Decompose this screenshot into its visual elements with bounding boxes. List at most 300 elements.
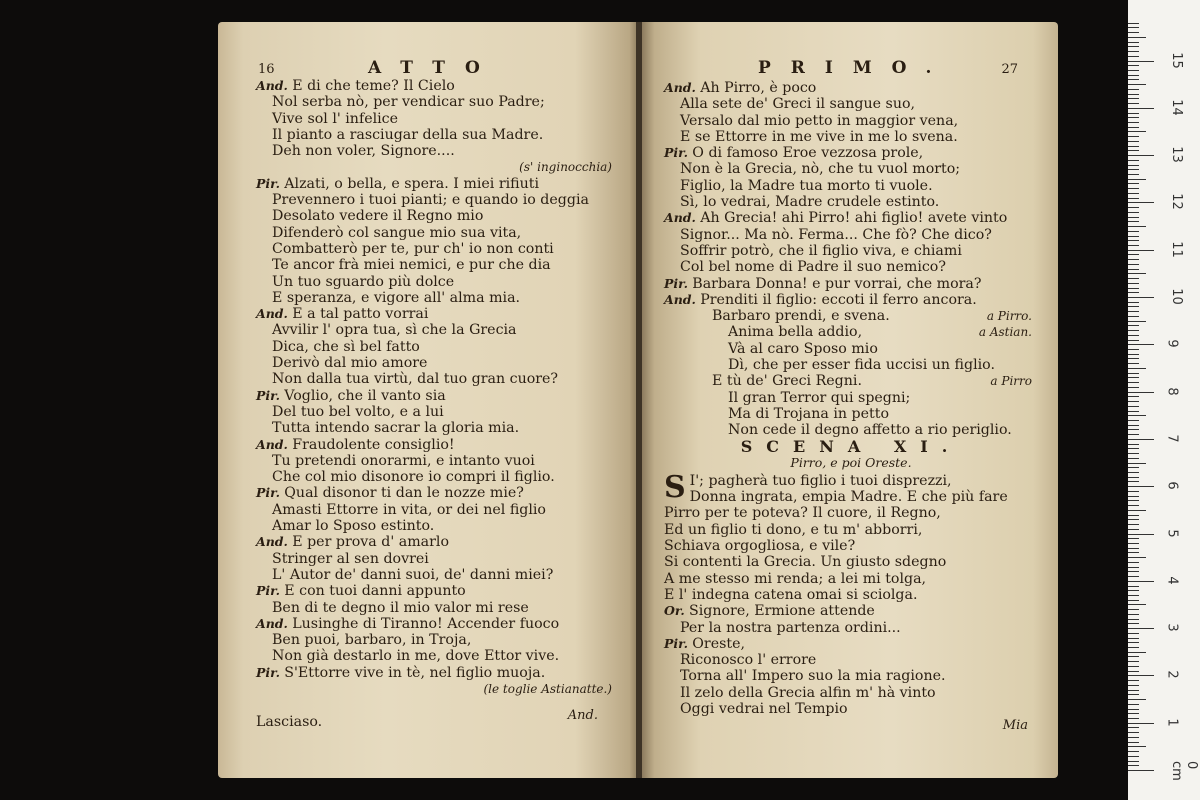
ruler-tick: [1128, 61, 1154, 62]
verse-line: [664, 603, 1038, 619]
verse-line: [256, 274, 618, 290]
line-text: Vive sol l' infelice: [272, 110, 399, 127]
ruler-tick: [1128, 340, 1139, 341]
ruler-tick: [1128, 113, 1139, 114]
ruler-tick: [1128, 652, 1146, 653]
ruler-number: 10: [1168, 288, 1184, 305]
verse-line: [664, 685, 1038, 701]
verse-line: [664, 96, 1038, 112]
speaker-label: Pir.: [256, 485, 285, 501]
ruler-tick: [1128, 155, 1154, 156]
verse-line: [664, 587, 1038, 603]
verse-line: [256, 648, 618, 664]
ruler-tick: [1128, 316, 1139, 317]
ruler-tick: [1128, 306, 1139, 307]
ruler-tick: [1128, 127, 1139, 128]
verse-line: [256, 322, 618, 338]
line-text: Si contenti la Grecia. Un giusto sdegno: [664, 554, 947, 571]
ruler-tick: [1128, 486, 1154, 487]
ruler-tick: [1128, 666, 1139, 667]
ruler-tick: [1128, 108, 1154, 109]
ruler-tick: [1128, 713, 1139, 714]
ruler-tick: [1128, 354, 1139, 355]
line-text: Difenderò col sangue mio sua vita,: [272, 224, 522, 241]
ruler-tick: [1128, 581, 1154, 582]
verse-line: [256, 241, 618, 257]
ruler-tick: [1128, 590, 1139, 591]
ruler-tick: [1128, 65, 1139, 66]
ruler-tick: [1128, 751, 1139, 752]
ruler-tick: [1128, 335, 1139, 336]
line-text: Che col mio disonore io compri il figlio.: [272, 469, 555, 486]
verse-line: [664, 243, 1038, 259]
stage-direction: a Astian.: [978, 325, 1032, 340]
speaker-label: Pir.: [664, 635, 693, 651]
ruler-tick: [1128, 51, 1139, 52]
verse-line: [256, 697, 618, 713]
ruler-tick: [1128, 193, 1139, 194]
line-text: Il zelo della Grecia alfin m' hà vinto: [680, 684, 936, 701]
verse-line: [664, 80, 1038, 96]
ruler-tick: [1128, 638, 1139, 639]
ruler-tick: [1128, 699, 1146, 700]
verse-line: [664, 324, 1038, 340]
ruler-tick: [1128, 571, 1139, 572]
line-text: Derivò dal mio amore: [272, 355, 428, 372]
ruler-tick: [1128, 756, 1139, 757]
page-number-left: 16: [258, 62, 275, 77]
line-text: Non dalla tua virtù, dal tuo gran cuore?: [272, 371, 559, 388]
ruler-tick: [1128, 136, 1139, 137]
line-text: Dica, che sì bel fatto: [272, 338, 420, 355]
ruler-tick: [1128, 401, 1139, 402]
verse-line: [664, 194, 1038, 210]
ruler-tick: [1128, 746, 1146, 747]
line-text: Lusinghe di Tiranno! Accender fuoco: [292, 615, 560, 632]
ruler-tick: [1128, 538, 1139, 539]
ruler-tick: [1128, 647, 1139, 648]
ruler-number: 13: [1168, 146, 1184, 163]
verse-line: [256, 485, 618, 501]
ruler-tick: [1128, 685, 1139, 686]
ruler-tick: [1128, 217, 1139, 218]
ruler-tick: [1128, 406, 1139, 407]
verse-line: [256, 567, 618, 583]
line-text: Il pianto a rasciugar della sua Madre.: [272, 126, 544, 143]
verse-line: [256, 714, 618, 730]
line-text: Stringer al sen dovrei: [272, 550, 429, 567]
verse-line: [256, 355, 618, 371]
speaker-label: Or.: [664, 603, 690, 619]
ruler-tick: [1128, 89, 1139, 90]
verse-line: [256, 583, 618, 599]
line-text: Sì, lo vedrai, Madre crudele estinto.: [680, 194, 940, 211]
ruler-tick: [1128, 690, 1139, 691]
line-text: A me stesso mi renda; a lei mi tolga,: [664, 570, 927, 587]
stage-direction: (s' inginocchia): [519, 160, 612, 175]
ruler-tick: [1128, 98, 1139, 99]
page-number-right: 27: [1001, 62, 1018, 77]
scene-title: SCENA XI.: [740, 436, 962, 456]
ruler-number: 4: [1164, 576, 1180, 585]
ruler-tick: [1128, 94, 1139, 95]
line-text: Non già destarlo in me, dove Ettor vive.: [272, 648, 560, 665]
verse-line: [256, 469, 618, 485]
line-text: Nol serba nò, per vendicar suo Padre;: [272, 94, 545, 111]
ruler-tick: [1128, 642, 1139, 643]
line-text: Alzati, o bella, e spera. I miei rifiuti: [284, 175, 539, 192]
ruler-tick: [1128, 373, 1139, 374]
line-text: L' Autor de' danni suoi, de' danni miei?: [272, 566, 554, 583]
ruler-tick: [1128, 425, 1139, 426]
ruler-number: 1: [1164, 718, 1180, 727]
line-text: Qual disonor ti dan le nozze mie?: [284, 485, 524, 502]
verse-line: [256, 681, 618, 697]
ruler-tick: [1128, 292, 1139, 293]
line-text: Tutta intendo sacrar la gloria mia.: [272, 420, 520, 437]
ruler-tick: [1128, 75, 1139, 76]
speaker-label: And.: [256, 436, 293, 452]
line-text: E se Ettorre in me vive in me lo svena.: [680, 128, 958, 145]
ruler-number: 2: [1164, 670, 1180, 680]
ruler-tick: [1128, 344, 1154, 345]
verse-line: [664, 571, 1038, 587]
ruler-tick: [1128, 330, 1139, 331]
line-text: O di famoso Eroe vezzosa prole,: [692, 145, 924, 162]
verse-line: [256, 534, 618, 550]
ruler-tick: [1128, 79, 1139, 80]
ruler-tick: [1128, 363, 1139, 364]
verse-line: [256, 78, 618, 94]
ruler-tick: [1128, 46, 1139, 47]
catchword-left: And.: [567, 708, 598, 723]
ruler-tick: [1128, 131, 1146, 132]
line-text: E a tal patto vorrai: [292, 306, 429, 323]
line-text: Torna all' Impero suo la mia ragione.: [680, 668, 946, 685]
ruler-tick: [1128, 382, 1139, 383]
left-text-block: [256, 78, 618, 730]
line-text: Fraudolente consiglio!: [292, 436, 455, 453]
speaker-label: And.: [664, 210, 701, 226]
line-text: I'; pagherà tuo figlio i tuoi disprezzi,: [689, 472, 952, 489]
verse-line: [664, 538, 1038, 554]
line-text: Và al caro Sposo mio: [728, 340, 878, 357]
ruler-number: 15: [1168, 51, 1184, 69]
ruler-tick: [1128, 188, 1139, 189]
ruler-tick: [1128, 411, 1139, 412]
line-text: Barbaro prendi, e svena.: [712, 308, 890, 325]
line-text: Lasciaso.: [256, 713, 323, 730]
line-text: E per prova d' amarlo: [292, 534, 449, 551]
verse-line: [664, 276, 1038, 292]
ruler-tick: [1128, 609, 1139, 610]
catchword-right: Mia: [1002, 718, 1028, 733]
verse-line: [664, 161, 1038, 177]
verse-line: [256, 143, 618, 159]
verse-line: [256, 225, 618, 241]
line-text: Alla sete de' Greci il sangue suo,: [680, 96, 916, 113]
ruler-tick: [1128, 283, 1139, 284]
ruler-tick: [1128, 661, 1139, 662]
ruler-tick: [1128, 212, 1139, 213]
verse-line: [664, 390, 1038, 406]
ruler-tick: [1128, 429, 1139, 430]
speaker-label: Pir.: [256, 387, 285, 403]
line-text: Un tuo sguardo più dolce: [272, 273, 455, 290]
ruler-number: 11: [1168, 240, 1184, 258]
running-header-left: ATTO: [368, 58, 500, 78]
line-text: Prenditi il figlio: eccoti il ferro ancora.: [700, 291, 977, 308]
verse-line: [256, 127, 618, 143]
ruler-tick: [1128, 680, 1139, 681]
ruler-tick: [1128, 392, 1154, 393]
ruler-tick: [1128, 586, 1139, 587]
ruler-tick: [1128, 671, 1139, 672]
left-page: [218, 22, 638, 778]
verse-line: [664, 668, 1038, 684]
ruler-tick: [1128, 221, 1139, 222]
line-text: Il gran Terror qui spegni;: [728, 389, 911, 406]
line-text: Pirro per te poteva? Il cuore, il Regno,: [664, 505, 941, 522]
ruler-tick: [1128, 387, 1139, 388]
speaker-label: Pir.: [664, 275, 693, 291]
verse-line: [256, 290, 618, 306]
verse-line: [664, 522, 1038, 538]
ruler-tick: [1128, 226, 1146, 227]
verse-line: [664, 113, 1038, 129]
line-text: Riconosco l' errore: [680, 652, 817, 669]
ruler-tick: [1128, 510, 1146, 511]
ruler-tick: [1128, 269, 1139, 270]
verse-line: [256, 616, 618, 632]
ruler-tick: [1128, 231, 1139, 232]
ruler-tick: [1128, 552, 1139, 553]
ruler-tick: [1128, 434, 1139, 435]
line-text: Voglio, che il vanto sia: [284, 387, 446, 404]
ruler-tick: [1128, 718, 1139, 719]
ruler-tick: [1128, 396, 1139, 397]
verse-line: [256, 176, 618, 192]
ruler-number: 14: [1168, 99, 1184, 116]
line-text: E con tuoi danni appunto: [284, 583, 466, 600]
line-text: Donna ingrata, empia Madre. E che più fare: [689, 489, 1008, 506]
ruler-number: 5: [1164, 528, 1180, 538]
ruler-tick: [1128, 174, 1139, 175]
ruler-tick: [1128, 278, 1139, 279]
ruler-tick: [1128, 727, 1139, 728]
ruler-tick: [1128, 254, 1139, 255]
ruler-tick: [1128, 288, 1139, 289]
ruler-tick: [1128, 122, 1139, 123]
ruler-tick: [1128, 519, 1139, 520]
ruler-number: 6: [1164, 481, 1180, 490]
ruler-tick: [1128, 37, 1146, 38]
verse-line: [256, 518, 618, 534]
line-text: Oggi vedrai nel Tempio: [680, 700, 848, 717]
verse-line: [256, 339, 618, 355]
ruler-tick: [1128, 368, 1146, 369]
verse-line: [256, 111, 618, 127]
verse-line: [664, 620, 1038, 636]
ruler-tick: [1128, 117, 1139, 118]
ruler-tick: [1128, 656, 1139, 657]
line-text: Ed un figlio ti dono, e tu m' abborri,: [664, 521, 923, 538]
verse-line: [256, 665, 618, 681]
ruler-tick: [1128, 675, 1154, 676]
line-text: Versalo dal mio petto in maggior vena,: [680, 112, 959, 129]
ruler-tick: [1128, 207, 1139, 208]
ruler-tick: [1128, 628, 1154, 629]
line-text: Del tuo bel volto, e a lui: [272, 403, 444, 420]
ruler-tick: [1128, 529, 1139, 530]
speaker-label: And.: [256, 615, 293, 631]
ruler-tick: [1128, 349, 1139, 350]
verse-line: [664, 554, 1038, 570]
speaker-label: Pir.: [256, 175, 285, 191]
line-text: Per la nostra partenza ordini...: [680, 619, 901, 636]
ruler-tick: [1128, 70, 1139, 71]
speaker-label: Pir.: [256, 664, 285, 680]
verse-line: [256, 371, 618, 387]
line-text: Te ancor frà miei nemici, e pur che dia: [272, 257, 551, 274]
ruler-tick: [1128, 165, 1139, 166]
verse-line: [664, 489, 1038, 505]
verse-line: [256, 453, 618, 469]
ruler-tick: [1128, 633, 1139, 634]
ruler-tick: [1128, 245, 1139, 246]
verse-line: [664, 210, 1038, 226]
line-text: Amar lo Sposo estinto.: [272, 518, 435, 535]
measuring-ruler: [1128, 0, 1200, 800]
stage-direction: a Pirro.: [986, 309, 1032, 324]
ruler-tick: [1128, 84, 1146, 85]
ruler-tick: [1128, 467, 1139, 468]
ruler-tick: [1128, 23, 1139, 24]
ruler-tick: [1128, 737, 1139, 738]
line-text: Non cede il degno affetto a rio periglio.: [728, 422, 1012, 439]
ruler-tick: [1128, 761, 1139, 762]
ruler-number: 12: [1168, 193, 1184, 211]
speaker-label: Pir.: [664, 145, 693, 161]
verse-line: [664, 422, 1038, 438]
ruler-tick: [1128, 439, 1154, 440]
ruler-tick: [1128, 198, 1139, 199]
ruler-tick: [1128, 103, 1139, 104]
ruler-tick: [1128, 496, 1139, 497]
line-text: Amasti Ettorre in vita, or dei nel figlio: [272, 501, 546, 518]
ruler-tick: [1128, 146, 1139, 147]
ruler-tick: [1128, 709, 1139, 710]
ruler-tick: [1128, 604, 1146, 605]
ruler-tick: [1128, 623, 1139, 624]
speaker-label: And.: [664, 291, 701, 307]
open-book: [218, 22, 1058, 778]
running-header-right: PRIMO.: [758, 58, 952, 78]
stage-direction: (le toglie Astianatte.): [483, 681, 612, 696]
ruler-tick: [1128, 524, 1139, 525]
verse-line: [664, 373, 1038, 389]
verse-line: [256, 159, 618, 175]
ruler-tick: [1128, 160, 1139, 161]
ruler-tick: [1128, 420, 1139, 421]
ruler-tick: [1128, 562, 1139, 563]
ruler-tick: [1128, 377, 1139, 378]
ruler-tick: [1128, 202, 1154, 203]
verse-line: [256, 306, 618, 322]
line-text: Signore, Ermione attende: [689, 603, 875, 620]
verse-line: [256, 388, 618, 404]
ruler-tick: [1128, 770, 1154, 771]
line-text: Avvilir l' opra tua, sì che la Grecia: [272, 322, 517, 339]
ruler-tick: [1128, 32, 1139, 33]
ruler-number: 0 cm: [1169, 761, 1199, 781]
ruler-tick: [1128, 723, 1154, 724]
verse-line: [664, 308, 1038, 324]
ruler-tick: [1128, 321, 1146, 322]
ruler-tick: [1128, 183, 1139, 184]
ruler-tick: [1128, 505, 1139, 506]
right-page: [642, 22, 1058, 778]
ruler-tick: [1128, 311, 1139, 312]
verse-line: [256, 502, 618, 518]
speaker-label: And.: [256, 306, 293, 322]
ruler-tick: [1128, 567, 1139, 568]
ruler-tick: [1128, 477, 1139, 478]
ruler-tick: [1128, 259, 1139, 260]
ruler-tick: [1128, 273, 1146, 274]
line-text: E l' indegna catena omai si sciolga.: [664, 586, 918, 603]
ruler-tick: [1128, 704, 1139, 705]
line-text: Ma di Trojana in petto: [728, 405, 889, 422]
line-text: Ben di te degno il mio valor mi rese: [272, 599, 529, 616]
ruler-tick: [1128, 500, 1139, 501]
ruler-number: 7: [1164, 434, 1180, 443]
line-text: Soffrir potrò, che il figlio viva, e chiami: [680, 242, 962, 259]
ruler-tick: [1128, 250, 1154, 251]
speaker-label: And.: [256, 534, 293, 550]
line-text: Barbara Donna! e pur vorrai, che mora?: [692, 275, 982, 292]
ruler-number: 9: [1164, 339, 1180, 348]
line-text: Ah Pirro, è poco: [700, 80, 817, 96]
verse-line: [256, 600, 618, 616]
line-text: Ah Grecia! ahi Pirro! ahi figlio! avete vinto: [700, 210, 1008, 227]
ruler-tick: [1128, 472, 1139, 473]
verse-line: [664, 292, 1038, 308]
line-text: Combatterò per te, pur ch' io non conti: [272, 240, 554, 257]
line-text: Figlio, la Madre tua morto ti vuole.: [680, 177, 933, 194]
ruler-tick: [1128, 179, 1146, 180]
ruler-tick: [1128, 595, 1139, 596]
ruler-tick: [1128, 576, 1139, 577]
ruler-tick: [1128, 463, 1146, 464]
ruler-tick: [1128, 141, 1139, 142]
line-text: Signor... Ma nò. Ferma... Che fò? Che dico?: [680, 226, 992, 243]
ruler-tick: [1128, 444, 1139, 445]
ruler-tick: [1128, 515, 1139, 516]
line-text: Desolato vedere il Regno mio: [272, 208, 484, 225]
line-text: S'Ettorre vive in tè, nel figlio muoja.: [284, 664, 546, 681]
ruler-tick: [1128, 543, 1139, 544]
line-text: Oreste,: [692, 635, 745, 652]
speaker-label: And.: [664, 80, 701, 95]
ruler-tick: [1128, 491, 1139, 492]
line-text: Prevennero i tuoi pianti; e quando io deggia: [272, 192, 589, 209]
verse-line: [256, 257, 618, 273]
line-text: Non è la Grecia, nò, che tu vuol morto;: [680, 161, 961, 178]
speaker-label: Pir.: [256, 583, 285, 599]
ruler-tick: [1128, 732, 1139, 733]
verse-line: [664, 145, 1038, 161]
